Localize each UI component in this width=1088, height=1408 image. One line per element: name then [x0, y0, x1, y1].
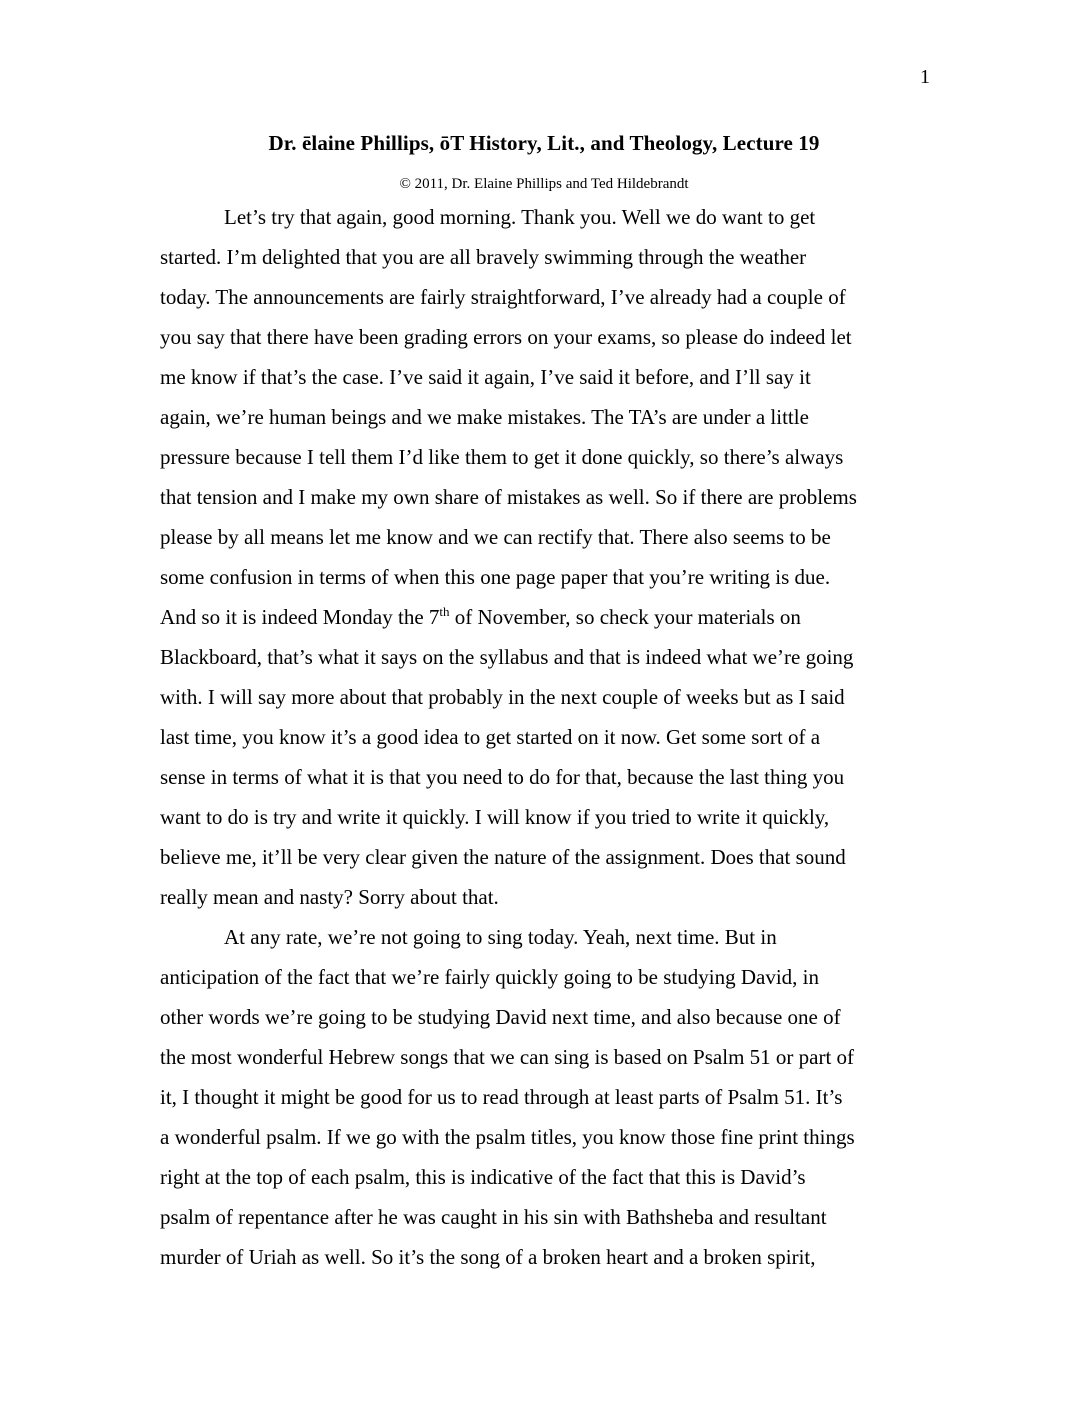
text-line: Let’s try that again, good morning. Thank you. Well we do want to get — [224, 205, 816, 229]
text-line: you say that there have been grading errors on your exams, so please do indeed let — [160, 325, 852, 349]
text-line: Blackboard, that’s what it says on the syllabus and that is indeed what we’re going — [160, 645, 854, 669]
lecture-title: Dr. ēlaine Phillips, ōT History, Lit., and Theology, Lecture 19 — [268, 131, 820, 155]
text-line: right at the top of each psalm, this is indicative of the fact that this is David’s — [160, 1165, 806, 1189]
text-line: really mean and nasty? Sorry about that. — [160, 885, 499, 909]
paragraph — [160, 917, 930, 1277]
text-line: that tension and I make my own share of mistakes as well. So if there are problems — [160, 485, 857, 509]
text-line: me know if that’s the case. I’ve said it again, I’ve said it before, and I’ll say it — [160, 365, 811, 389]
text-line: a wonderful psalm. If we go with the psalm titles, you know those fine print things — [160, 1125, 855, 1149]
paragraph — [160, 197, 930, 917]
text-line: pressure because I tell them I’d like them to get it done quickly, so there’s always — [160, 445, 844, 469]
text-line: started. I’m delighted that you are all bravely swimming through the weather — [160, 245, 807, 269]
text-line: believe me, it’ll be very clear given the nature of the assignment. Does that sound — [160, 845, 846, 869]
text-line: murder of Uriah as well. So it’s the song of a broken heart and a broken spirit, — [160, 1245, 816, 1269]
ordinal-suffix: th — [439, 604, 450, 619]
text-line: last time, you know it’s a good idea to get started on it now. Get some sort of a — [160, 725, 821, 749]
lecture-body — [160, 197, 930, 1277]
text-line: anticipation of the fact that we’re fairly quickly going to be studying David, in — [160, 965, 819, 989]
text-line: psalm of repentance after he was caught in his sin with Bathsheba and resultant — [160, 1205, 827, 1229]
text-line: again, we’re human beings and we make mistakes. The TA’s are under a little — [160, 405, 809, 429]
text-line: want to do is try and write it quickly. I will know if you tried to write it quickly, — [160, 805, 830, 829]
text-line: sense in terms of what it is that you need to do for that, because the last thing you — [160, 765, 845, 789]
text-line: with. I will say more about that probably in the next couple of weeks but as I said — [160, 685, 845, 709]
text-line: today. The announcements are fairly straightforward, I’ve already had a couple of — [160, 285, 846, 309]
text-line: At any rate, we’re not going to sing today. Yeah, next time. But in — [224, 925, 777, 949]
text-line: some confusion in terms of when this one page paper that you’re writing is due. — [160, 565, 831, 589]
text-line: please by all means let me know and we can rectify that. There also seems to be — [160, 525, 831, 549]
text-line: it, I thought it might be good for us to read through at least parts of Psalm 51. It’s — [160, 1085, 843, 1109]
page-number: 1 — [920, 66, 930, 88]
text-line: And so it is indeed Monday the 7th of November, so check your materials on — [160, 604, 801, 629]
copyright-line: © 2011, Dr. Elaine Phillips and Ted Hildebrandt — [399, 176, 689, 192]
text-line: the most wonderful Hebrew songs that we can sing is based on Psalm 51 or part of — [160, 1045, 855, 1069]
text-line: other words we’re going to be studying David next time, and also because one of — [160, 1005, 841, 1029]
